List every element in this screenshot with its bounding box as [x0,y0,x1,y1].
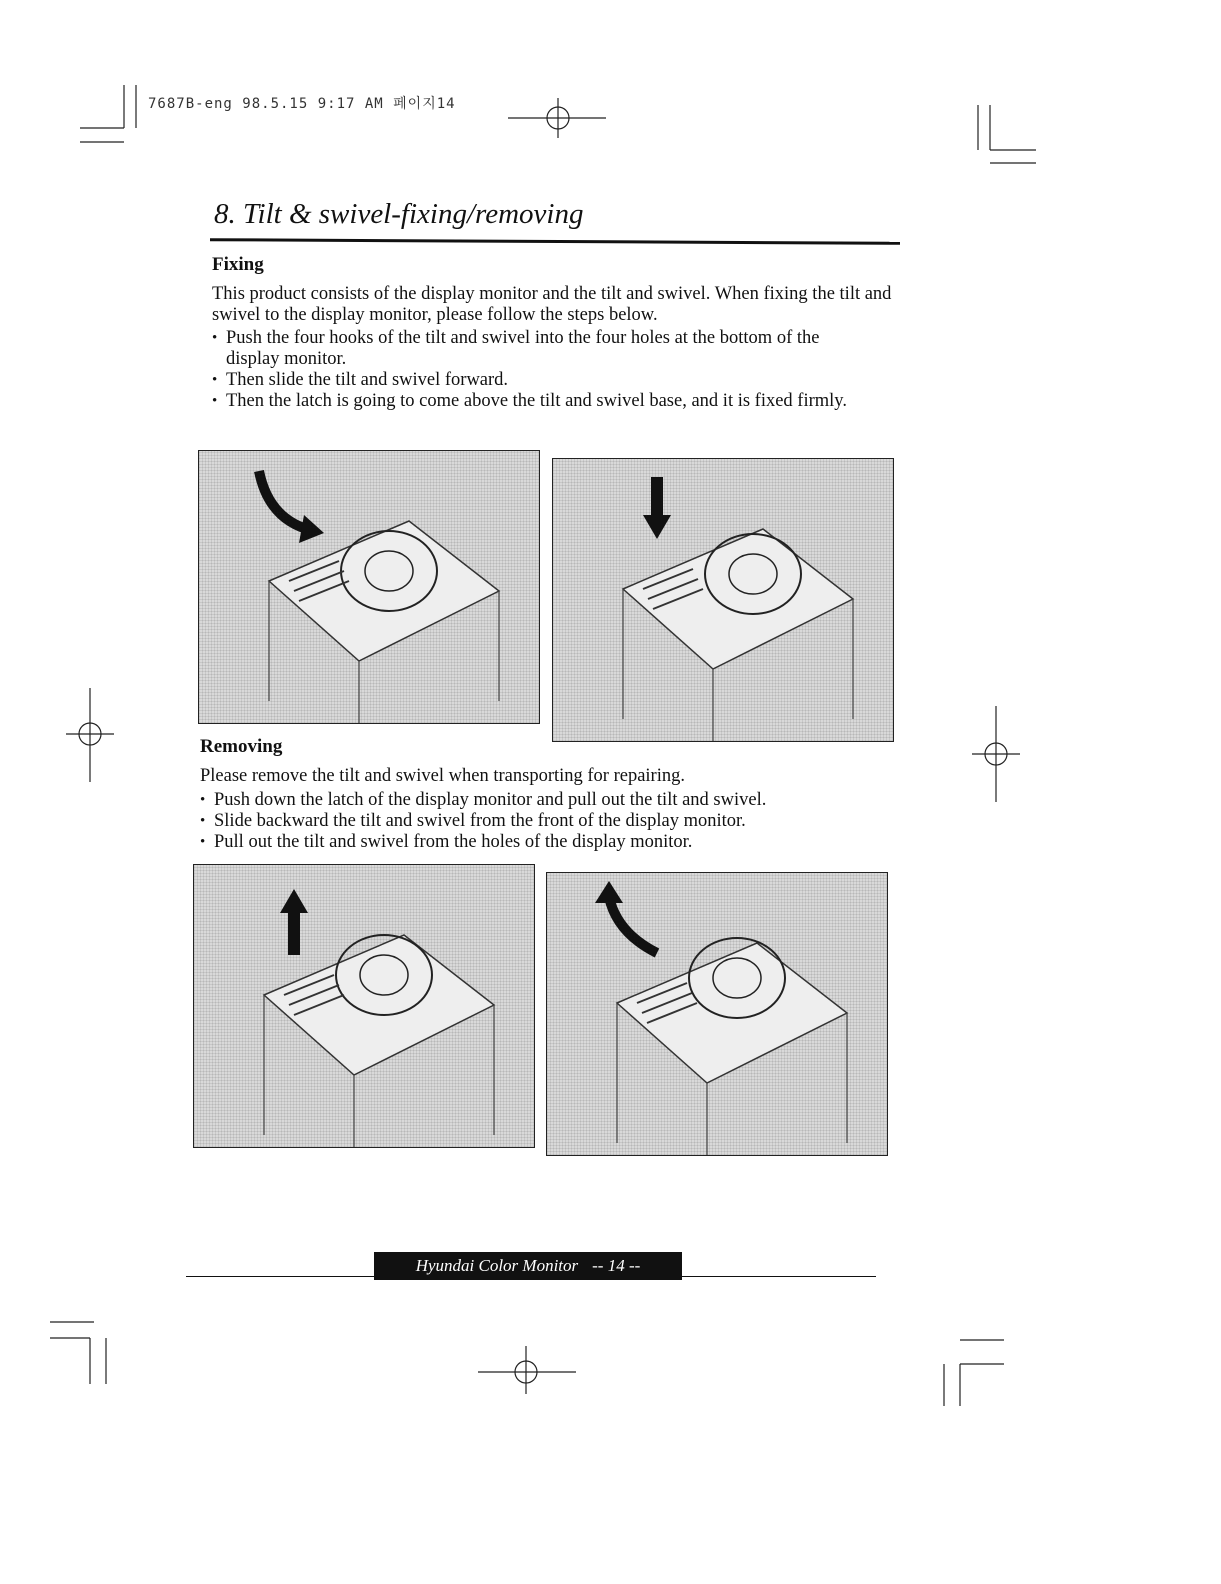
title-rule [210,238,900,245]
page-number: -- 14 -- [592,1256,641,1275]
fixing-step: • Push the four hooks of the tilt and swivel into the four holes at the bottom of the display monitor. [212,328,872,370]
fixing-steps [212,328,872,412]
removing-step: • Pull out the tilt and swivel from the holes of the display monitor. [200,832,860,853]
fixing-step: • Then the latch is going to come above the tilt and swivel base, and it is fixed firmly. [212,391,872,412]
removing-figure-2 [546,872,888,1156]
monitor-illustration [194,865,534,1147]
monitor-illustration [553,459,893,741]
registration-mark-right [970,706,1022,804]
registration-mark-left [64,688,116,784]
fixing-intro: This product consists of the display monitor and the tilt and swivel. When fixing the tilt and swivel to the display monitor, please follow the steps below. [212,284,892,325]
fixing-step: • Then slide the tilt and swivel forward. [212,370,872,391]
monitor-illustration [547,873,887,1155]
footer-banner [374,1252,682,1280]
removing-figure-1 [193,864,535,1148]
fixing-figure-2 [552,458,894,742]
crop-mark-top-left [80,80,150,150]
crop-mark-bottom-left [50,1318,120,1388]
section-title: 8. Tilt & swivel-fixing/removing [214,198,584,230]
fixing-heading: Fixing [212,254,264,275]
removing-steps [200,790,860,853]
removing-step: • Slide backward the tilt and swivel from the front of the display monitor. [200,811,860,832]
fixing-figure-1 [198,450,540,724]
registration-mark-top [508,98,608,140]
footer-label: Hyundai Color Monitor [415,1256,579,1275]
removing-step: • Push down the latch of the display monitor and pull out the tilt and swivel. [200,790,860,811]
monitor-illustration [199,451,539,723]
removing-intro: Please remove the tilt and swivel when transporting for repairing. [200,766,685,786]
crop-mark-top-right [970,100,1040,166]
print-slug: 7687B-eng 98.5.15 9:17 AM 페이지14 [148,96,456,112]
registration-mark-bottom [478,1344,578,1396]
removing-heading: Removing [200,736,283,757]
crop-mark-bottom-right [938,1336,1008,1410]
